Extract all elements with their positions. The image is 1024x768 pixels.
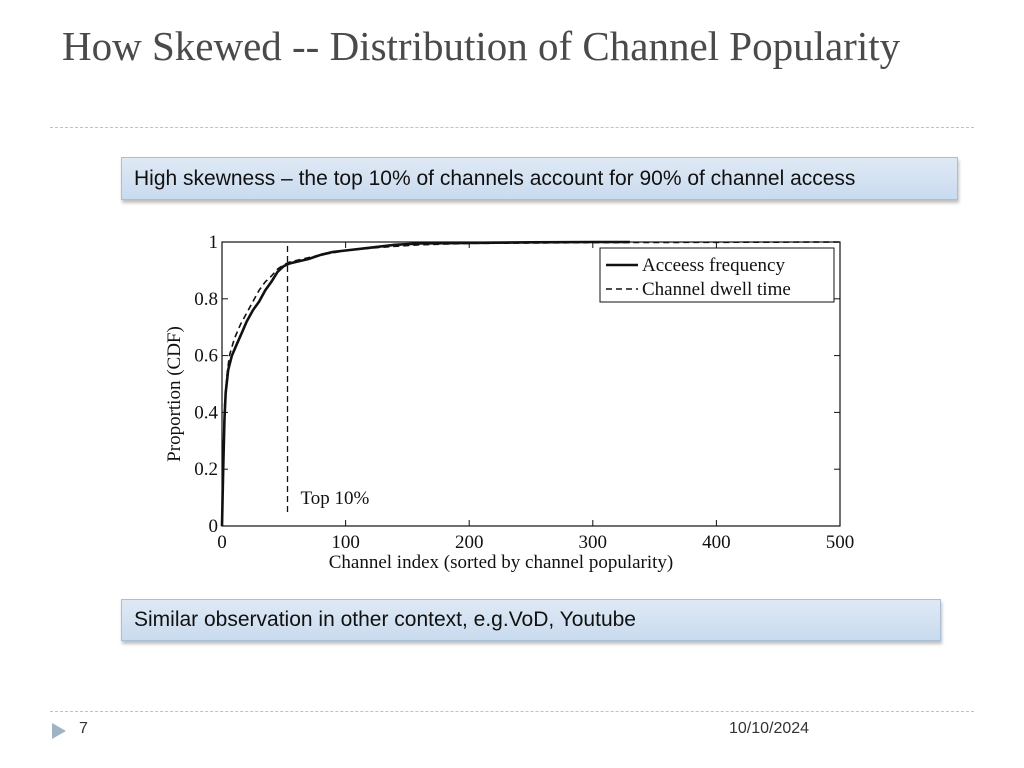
top10-annotation: Top 10%	[300, 488, 370, 509]
page-arrow-icon	[52, 723, 66, 739]
slide-date: 10/10/2024	[729, 720, 810, 737]
y-tick-label: 0.2	[194, 459, 218, 481]
legend-label-1: Channel dwell time	[642, 279, 791, 300]
slide-title: How Skewed -- Distribution of Channel Popularity	[62, 23, 901, 69]
x-tick-label: 100	[331, 532, 360, 553]
y-tick-label: 0.8	[194, 288, 218, 310]
legend-label-0: Acceess frequency	[642, 255, 785, 276]
callout-skewness	[121, 157, 958, 200]
x-tick-label: 200	[454, 532, 484, 553]
x-tick-label: 300	[578, 532, 608, 553]
x-axis-label: Channel index (sorted by channel popularity)	[328, 552, 674, 573]
y-tick-label: 0.4	[194, 402, 218, 424]
cdf-chart	[150, 228, 870, 588]
title-divider	[50, 127, 974, 128]
y-tick-label: 1	[208, 232, 218, 253]
callout-skewness-text: High skewness – the top 10% of channels account for 90% of channel access	[134, 166, 856, 190]
callout-other-context-text: Similar observation in other context, e.g.VoD, Youtube	[134, 608, 636, 631]
x-tick-label: 400	[702, 532, 731, 553]
page-number: 7	[79, 720, 88, 737]
x-tick-label: 0	[217, 532, 227, 553]
footer-divider	[50, 711, 974, 712]
y-tick-label: 0.6	[194, 345, 218, 367]
x-tick-label: 500	[825, 532, 855, 553]
series-line-0	[222, 242, 630, 526]
callout-other-context	[121, 599, 941, 641]
y-axis-label: Proportion (CDF)	[164, 326, 185, 462]
y-tick-label: 0	[208, 516, 218, 537]
